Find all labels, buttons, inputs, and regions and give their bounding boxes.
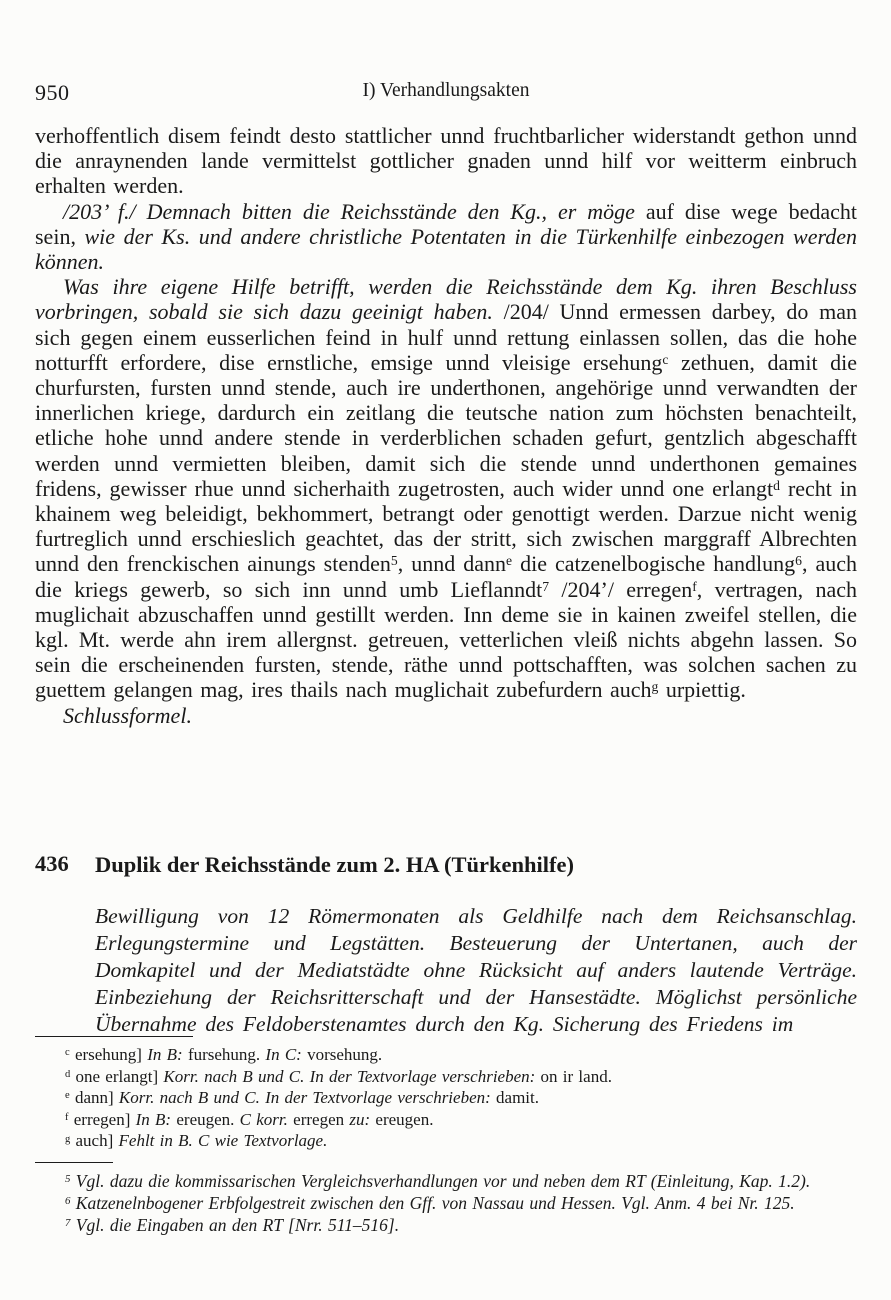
- footnote-mark: g: [65, 1133, 71, 1145]
- footnote-mark: e: [506, 553, 513, 569]
- footnote-mark: c: [65, 1047, 70, 1059]
- text-run: , unnd dann: [397, 551, 506, 577]
- text-run: erregen: [287, 1109, 350, 1129]
- text-run: /203’ f./ Demnach bitten die Reichsstände den Kg., er möge: [63, 198, 646, 224]
- text-run: Korr. nach B und C. In der Textvorlage verschrieben:: [118, 1088, 491, 1108]
- text-run: die catzenelbogische handlung: [512, 551, 796, 577]
- text-run: , auch die kriegs gewerb, so sich inn unnd umb Lieflanndt: [35, 551, 858, 602]
- text-run: verhoffentlich disem feindt desto stattlicher unnd fruchtbarlicher widerstandt gethon unnd die anraynenden lande vermittelst gottlicher gnaden unnd hilf vor weitterm einbruch erhalten werden.: [35, 123, 857, 199]
- text-run: In B:: [147, 1045, 183, 1064]
- text-run: urpiettig.: [658, 677, 746, 703]
- body-paragraph: [35, 199, 857, 275]
- text-run: ereugen.: [171, 1109, 240, 1129]
- footnote-mark: 7: [542, 578, 550, 594]
- footnote-mark: e: [65, 1090, 70, 1102]
- letter-footnotes-list: [35, 1044, 857, 1152]
- text-run: Was ihre eigene Hilfe betrifft, werden die Reichsstände dem Kg. ihren Beschluss vorbringen, sobald sie sich dazu geeinigt haben.: [35, 274, 857, 325]
- text-run: , vertragen, nach muglichait abzuschaffen unnd gestillt werden. Inn deme sie in kainen zweifel stellen, die kgl. Mt. werde ahn irem allergnst. getreuen, vetterlichen vleiß nichts abgehn lassen. So sein die erscheinenden fursten, stende, räthe unnd pottschafften, was solchen sachen zu guettem gelangen mag, ires thails nach muglichait zubefurdern auch: [35, 576, 858, 703]
- page-header: [35, 80, 857, 106]
- footnote-mark: f: [65, 1112, 69, 1124]
- text-run: ersehung]: [69, 1045, 148, 1064]
- letter-footnote-d: [35, 1066, 857, 1088]
- text-run: recht in khainem weg beleidigt, bekhommert, betrangt oder genottigt werden. Darzue nicht wenig furtreglich unnd erschieslich geachtet, das der stritt, sich zwischen marggraff Albrechten unnd den frenckischen ainungs stenden: [35, 475, 857, 577]
- number-footnote-5: [35, 1170, 857, 1192]
- text-run: one erlangt]: [70, 1066, 164, 1086]
- footnote-mark: c: [662, 351, 669, 367]
- entry-number: 436: [35, 851, 69, 876]
- letter-footnote-c: [35, 1044, 857, 1066]
- text-run: vorsehung.: [301, 1045, 383, 1064]
- number-footnote-7: [35, 1214, 857, 1236]
- body-paragraphs: [35, 123, 857, 728]
- text-run: Korr. nach B und C. In der Textvorlage verschrieben:: [163, 1066, 536, 1086]
- text-run: dann]: [69, 1088, 119, 1108]
- footnote-mark: 6: [795, 553, 802, 569]
- text-run: fursehung.: [182, 1045, 266, 1064]
- entry-title: Duplik der Reichsstände zum 2. HA (Türkenhilfe): [95, 852, 575, 877]
- entry-heading: [35, 851, 857, 879]
- text-run: on ir land.: [535, 1066, 612, 1086]
- text-run: zu:: [349, 1109, 371, 1129]
- running-head: I) Verhandlungsakten: [362, 80, 530, 101]
- text-run: zethuen, damit die churfursten, fursten unnd stende, auch ire underthonen, angehörige unnd verwandten der innerlichen kriege, dardurch ein zeitlang die teutsche nation zum höchsten benachteilt, etliche hohe unnd andere stende in verderblichen schaden gefurt, gentzlich abgeschafft werden unnd vermietten bleiben, damit sich die stende unnd underthonen gemaines fridens, gewisser rhue unnd sicherhaith zugetrosten, auch wider unnd one erlangt: [35, 349, 857, 501]
- text-run: In C:: [265, 1045, 302, 1064]
- body-paragraph: [35, 123, 857, 199]
- text-run: /204/ Unnd ermessen darbey, do man sich gegen einem eusserlichen feind in hulf unnd rettung einlassen sollen, das die hohe notturfft erfordere, dise ernstliche, emsige unnd vleisige ersehung: [35, 299, 857, 375]
- letter-footnote-g: [35, 1130, 857, 1152]
- body-paragraph: [35, 274, 857, 702]
- body-paragraph: [35, 703, 857, 728]
- text-run: Schlussformel.: [63, 702, 192, 728]
- main-text-block: [35, 123, 857, 728]
- text-run: erregen]: [68, 1109, 136, 1129]
- text-run: Bewilligung von 12 Römermonaten als Geldhilfe nach dem Reichsanschlag. Erlegungstermine und Legstätten. Besteuerung der Untertanen, auch der Domkapitel und der Mediatstädte ohne Rücksicht auf anders lautende Verträge. Einbeziehung der Reichsritterschaft und der Hansestädte. Möglichst persönliche Übernahme des Feldoberstenamtes durch den Kg. Sicherung des Friedens im: [95, 904, 857, 1036]
- text-run: auf dise wege bedacht sein,: [35, 198, 857, 249]
- footnote-mark: f: [692, 578, 697, 594]
- text-run: auch]: [70, 1131, 119, 1151]
- footnote-mark: 6: [65, 1195, 71, 1208]
- footnote-mark: 5: [390, 553, 398, 569]
- text-run: C korr.: [239, 1109, 288, 1129]
- text-run: Fehlt in B. C wie Textvorlage.: [118, 1131, 328, 1151]
- number-footnotes-list: [35, 1170, 857, 1236]
- letter-footnote-e: [35, 1087, 857, 1109]
- entry-section: [35, 851, 857, 1038]
- text-run: wie der Ks. und andere christliche Potentaten in die Türkenhilfe einbezogen werden können.: [35, 223, 857, 275]
- text-run: /204’/ erregen: [549, 576, 693, 602]
- page-number: 950: [35, 80, 70, 105]
- text-run: Vgl. die Eingaben an den RT [Nrr. 511–516].: [70, 1214, 400, 1235]
- letter-footnote-f: [35, 1109, 857, 1131]
- footnotes-area: [35, 1036, 857, 1236]
- text-run: damit.: [490, 1088, 539, 1108]
- text-run: Katzenelnbogener Erbfolgestreit zwischen den Gff. von Nassau und Hessen. Vgl. Anm. 4 bei Nr. 125.: [70, 1192, 795, 1213]
- text-run: ereugen.: [370, 1109, 434, 1129]
- footnote-separator-rule-letters: [35, 1036, 193, 1037]
- text-run: In B:: [135, 1109, 172, 1129]
- footnote-mark: d: [65, 1068, 71, 1080]
- footnote-mark: 7: [65, 1217, 71, 1230]
- text-run: Vgl. dazu die kommissarischen Vergleichsverhandlungen vor und neben dem RT (Einleitung, Kap. 1.2).: [70, 1170, 811, 1191]
- number-footnote-6: [35, 1192, 857, 1214]
- footnote-separator-rule-numbers: [35, 1162, 113, 1163]
- footnote-mark: 5: [65, 1173, 71, 1186]
- footnote-mark: d: [773, 477, 780, 493]
- entry-summary: [95, 903, 857, 1038]
- footnote-mark: g: [651, 679, 659, 695]
